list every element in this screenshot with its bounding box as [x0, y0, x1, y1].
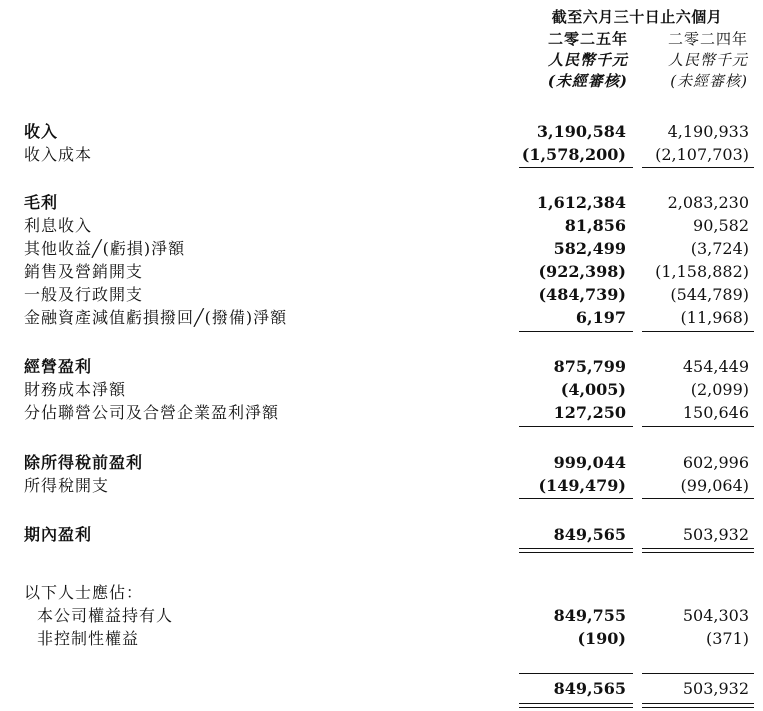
value-2024: (544,789) [670, 285, 749, 304]
row-profit-before-tax [0, 452, 763, 474]
column-year-2024: 二零二四年 [667, 30, 748, 48]
row-attributable-heading [0, 582, 763, 604]
value-2024: 2,083,230 [667, 193, 749, 212]
value-2024: 503,932 [682, 679, 749, 698]
column-unit-2025: 人民幣千元 [547, 51, 628, 69]
subtotal-rule [519, 167, 633, 168]
value-2025: 127,250 [553, 403, 626, 422]
subtotal-rule [519, 331, 633, 332]
value-2025: (149,479) [538, 476, 626, 495]
value-2025: (922,398) [538, 262, 626, 281]
row-label: 分佔聯營公司及合營企業盈利淨額 [24, 403, 280, 422]
row-label: 經營盈利 [24, 357, 93, 376]
row-label: 本公司權益持有人 [37, 606, 174, 625]
value-2025: 999,044 [553, 453, 626, 472]
value-2024: 454,449 [682, 357, 749, 376]
subtotal-rule [642, 498, 754, 499]
row-income-tax [0, 475, 763, 497]
value-2025: 582,499 [553, 239, 626, 258]
value-2024: (2,099) [690, 380, 749, 399]
value-2024: (1,158,882) [655, 262, 749, 281]
total-double-rule [642, 703, 754, 708]
value-2025: 6,197 [575, 308, 626, 327]
value-2025: 81,856 [564, 216, 626, 235]
row-gross-profit [0, 192, 763, 214]
row-label: 財務成本淨額 [24, 380, 127, 399]
value-2025: 3,190,584 [536, 122, 626, 141]
row-label: 利息收入 [24, 216, 93, 235]
value-2025: (1,578,200) [521, 145, 626, 164]
row-revenue [0, 121, 763, 143]
column-header-2025 [508, 29, 628, 92]
row-label: 除所得稅前盈利 [24, 453, 144, 472]
row-equity-holders [0, 605, 763, 627]
value-2024: 150,646 [682, 403, 749, 422]
row-share-of-associates [0, 402, 763, 424]
row-other-gains [0, 238, 763, 260]
value-2025: 849,565 [553, 679, 626, 698]
row-label: 一般及行政開支 [24, 285, 144, 304]
value-2024: (3,724) [690, 239, 749, 258]
value-2025: (4,005) [560, 380, 626, 399]
row-interest-income [0, 215, 763, 237]
row-impairment [0, 307, 763, 329]
total-double-rule [642, 548, 754, 553]
column-unit-2024: 人民幣千元 [667, 51, 748, 69]
row-selling-expenses [0, 261, 763, 283]
value-2024: (2,107,703) [655, 145, 749, 164]
row-label: 收入 [24, 122, 59, 141]
subtotal-rule [519, 673, 633, 674]
value-2024: 602,996 [682, 453, 749, 472]
row-attributable-total [0, 678, 763, 700]
subtotal-rule [519, 498, 633, 499]
row-admin-expenses [0, 284, 763, 306]
row-label: 其他收益╱(虧損)淨額 [24, 239, 186, 258]
period-heading: 截至六月三十日止六個月 [551, 8, 723, 26]
value-2025: 1,612,384 [536, 193, 626, 212]
total-double-rule [519, 548, 633, 553]
row-cost-of-revenue [0, 144, 763, 166]
row-label: 銷售及營銷開支 [24, 262, 144, 281]
row-label: 非控制性權益 [37, 629, 140, 648]
value-2025: 849,565 [553, 525, 626, 544]
column-audit-2024: (未經審核) [670, 72, 748, 90]
subtotal-rule [642, 673, 754, 674]
column-header-2024 [628, 29, 748, 92]
column-audit-2025: (未經審核) [547, 72, 628, 90]
value-2025: 849,755 [553, 606, 626, 625]
row-label: 毛利 [24, 193, 59, 212]
value-2024: 4,190,933 [667, 122, 749, 141]
value-2024: (371) [705, 629, 749, 648]
value-2024: 504,303 [682, 606, 749, 625]
value-2024: 503,932 [682, 525, 749, 544]
subtotal-rule [519, 426, 633, 427]
row-profit-for-period [0, 524, 763, 546]
value-2024: (99,064) [680, 476, 749, 495]
value-2025: (190) [577, 629, 626, 648]
subtotal-rule [642, 167, 754, 168]
row-label: 收入成本 [24, 145, 93, 164]
row-label: 以下人士應佔： [24, 583, 144, 602]
row-non-controlling [0, 628, 763, 650]
row-label: 金融資產減值虧損撥回╱(撥備)淨額 [24, 308, 288, 327]
row-finance-costs [0, 379, 763, 401]
row-operating-profit [0, 356, 763, 378]
subtotal-rule [642, 426, 754, 427]
value-2024: (11,968) [680, 308, 749, 327]
row-label: 所得稅開支 [24, 476, 110, 495]
value-2025: (484,739) [538, 285, 626, 304]
subtotal-rule [642, 331, 754, 332]
value-2024: 90,582 [693, 216, 749, 235]
total-double-rule [519, 703, 633, 708]
row-label: 期內盈利 [24, 525, 93, 544]
value-2025: 875,799 [553, 357, 626, 376]
column-year-2025: 二零二五年 [547, 30, 628, 48]
